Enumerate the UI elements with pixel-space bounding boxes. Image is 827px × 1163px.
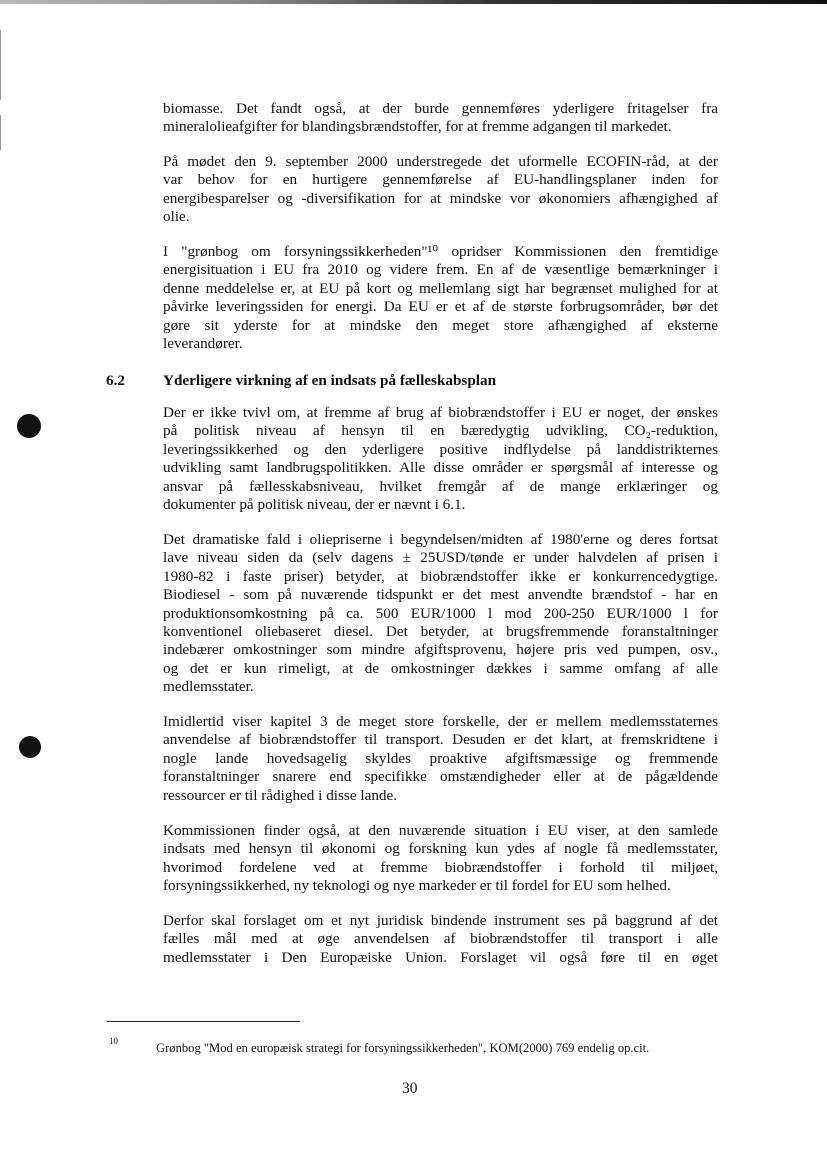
text-line: mineralolieafgifter for blandingsbrændstoffer, for at fremme adgangen til markedet.: [163, 118, 672, 136]
text-line: hvorimod fordelene ved at fremme biobrændstoffer i forhold til miljøet,: [163, 858, 718, 876]
text-line: denne meddelelse er, at EU på kort og mellemlang sigt har begrænset mulighed for at: [163, 279, 718, 297]
text-line: produktionsomkostning på ca. 500 EUR/1000 l mod 200-250 EUR/1000 l for: [163, 604, 718, 622]
text-line: indsats med hensyn til økonomi og forskning kun ydes af nogle få medlemsstater,: [163, 840, 718, 858]
text-line: leverandører.: [163, 335, 243, 353]
punch-hole-bottom: [19, 736, 41, 758]
paragraph: [163, 912, 718, 967]
text-line: foranstaltninger snarere end specifikke omstændigheder eller at de pågældende: [163, 768, 718, 786]
text-line: og det er kun rimeligt, at de omkostninger dækkes i samme omfang af alle: [163, 659, 718, 677]
footnote-text: Grønbog "Mod en europæisk strategi for forsyningssikkerheden", KOM(2000) 769 endelig op.cit.: [156, 1041, 650, 1055]
text-line: Imidlertid viser kapitel 3 de meget store forskelle, der er mellem medlemsstaternes: [163, 713, 718, 730]
text-line: energibesparelser og -diversifikation for at mindske vor økonomiers afhængighed af: [163, 189, 718, 207]
text-line: ressourcer er til rådighed i disse lande.: [163, 786, 398, 804]
paragraph: [163, 822, 718, 896]
footnote-marker: 10: [109, 1036, 118, 1046]
scan-edge-mark: [0, 30, 1, 100]
text-line: konventionel oliebaseret diesel. Det betyder, at brugsfremmende foranstaltninger: [163, 623, 718, 641]
text-line: I "grønbog om forsyningssikkerheden"¹⁰ opridser Kommissionen den fremtidige: [163, 243, 718, 260]
text-line: på politisk niveau af hensyn til en bæredygtig udvikling, CO₂-reduktion,: [163, 422, 718, 440]
text-line: 1980-82 i faste priser) betyder, at biobrændstoffer ikke er konkurrencedygtige.: [163, 567, 718, 585]
text-line: fælles mål med at øge anvendelsen af biobrændstoffer til transport i alle: [163, 930, 718, 948]
text-line: var behov for en hurtigere gennemførelse af EU-handlingsplaner inden for: [163, 171, 718, 189]
text-line: biomasse. Det fandt også, at der burde gennemføres yderligere fritagelser fra: [163, 100, 718, 117]
text-line: gøre sit yderste for at mindske den meget store afhængighed af eksterne: [163, 316, 718, 334]
page-number: 30: [402, 1080, 418, 1097]
text-line: dokumenter på politisk niveau, der er nævnt i 6.1.: [163, 496, 466, 514]
text-line: leveringssikkerhed og den yderligere positive indflydelse på landdistrikternes: [163, 440, 718, 458]
text-line: nogle lande hovedsagelig skyldes proaktive afgiftsmæssige og fremmende: [163, 749, 718, 767]
text-line: Derfor skal forslaget om et nyt juridisk bindende instrument ses på baggrund af det: [163, 912, 718, 929]
text-line: påvirke leveringssiden for energi. Da EU er et af de største forbrugsområder, bør det: [163, 298, 718, 316]
text-line: Der er ikke tvivl om, at fremme af brug af biobrændstoffer i EU er noget, der ønskes: [163, 404, 718, 421]
section-heading: Yderligere virkning af en indsats på fælleskabsplan: [163, 372, 497, 389]
text-line: På mødet den 9. september 2000 understregede det uformelle ECOFIN-råd, at der: [163, 153, 718, 170]
paragraph: [163, 404, 718, 514]
text-line: ansvar på fællesskabsniveau, hvilket fremgår af de mange erklæringer og: [163, 477, 718, 495]
text-line: medlemsstater i Den Europæiske Union. Forslaget vil også føre til en øget: [163, 948, 718, 966]
text-line: udvikling samt landbrugspolitikken. Alle disse områder er spørgsmål af interesse og: [163, 459, 718, 477]
scan-edge-mark: [0, 115, 1, 150]
punch-hole-top: [17, 414, 41, 438]
text-line: Det dramatiske fald i oliepriserne i begyndelsen/midten af 1980'erne og deres fortsat: [163, 531, 718, 548]
section-number: 6.2: [106, 372, 125, 389]
text-line: Kommissionen finder også, at den nuværende situation i EU viser, at den samlede: [163, 822, 718, 839]
text-line: medlemsstater.: [163, 678, 254, 696]
text-line: indebærer omkostninger som mindre afgiftsprovenu, højere pris ved pumpen, osv.,: [163, 641, 718, 659]
paragraph: [163, 531, 718, 697]
paragraph: [163, 153, 718, 227]
paragraph: [163, 243, 718, 353]
text-line: energisituation i EU fra 2010 og videre frem. En af de væsentlige bemærkninger i: [163, 261, 718, 279]
text-line: olie.: [163, 208, 190, 226]
scan-top-border: [0, 0, 827, 4]
text-line: Biodiesel - som på nuværende tidspunkt er det mest anvendte brændstof - har en: [163, 586, 718, 604]
paragraph: [163, 100, 718, 137]
text-line: lave niveau siden da (selv dagens ± 25USD/tønde er under halvdelen af prisen i: [163, 549, 718, 567]
footnote-rule: [107, 1021, 300, 1022]
text-line: forsyningssikkerhed, ny teknologi og nye markeder er til fordel for EU som helhed.: [163, 877, 671, 895]
paragraph: [163, 713, 718, 805]
text-line: anvendelse af biobrændstoffer til transport. Desuden er det klart, at fremskridtene i: [163, 731, 718, 749]
